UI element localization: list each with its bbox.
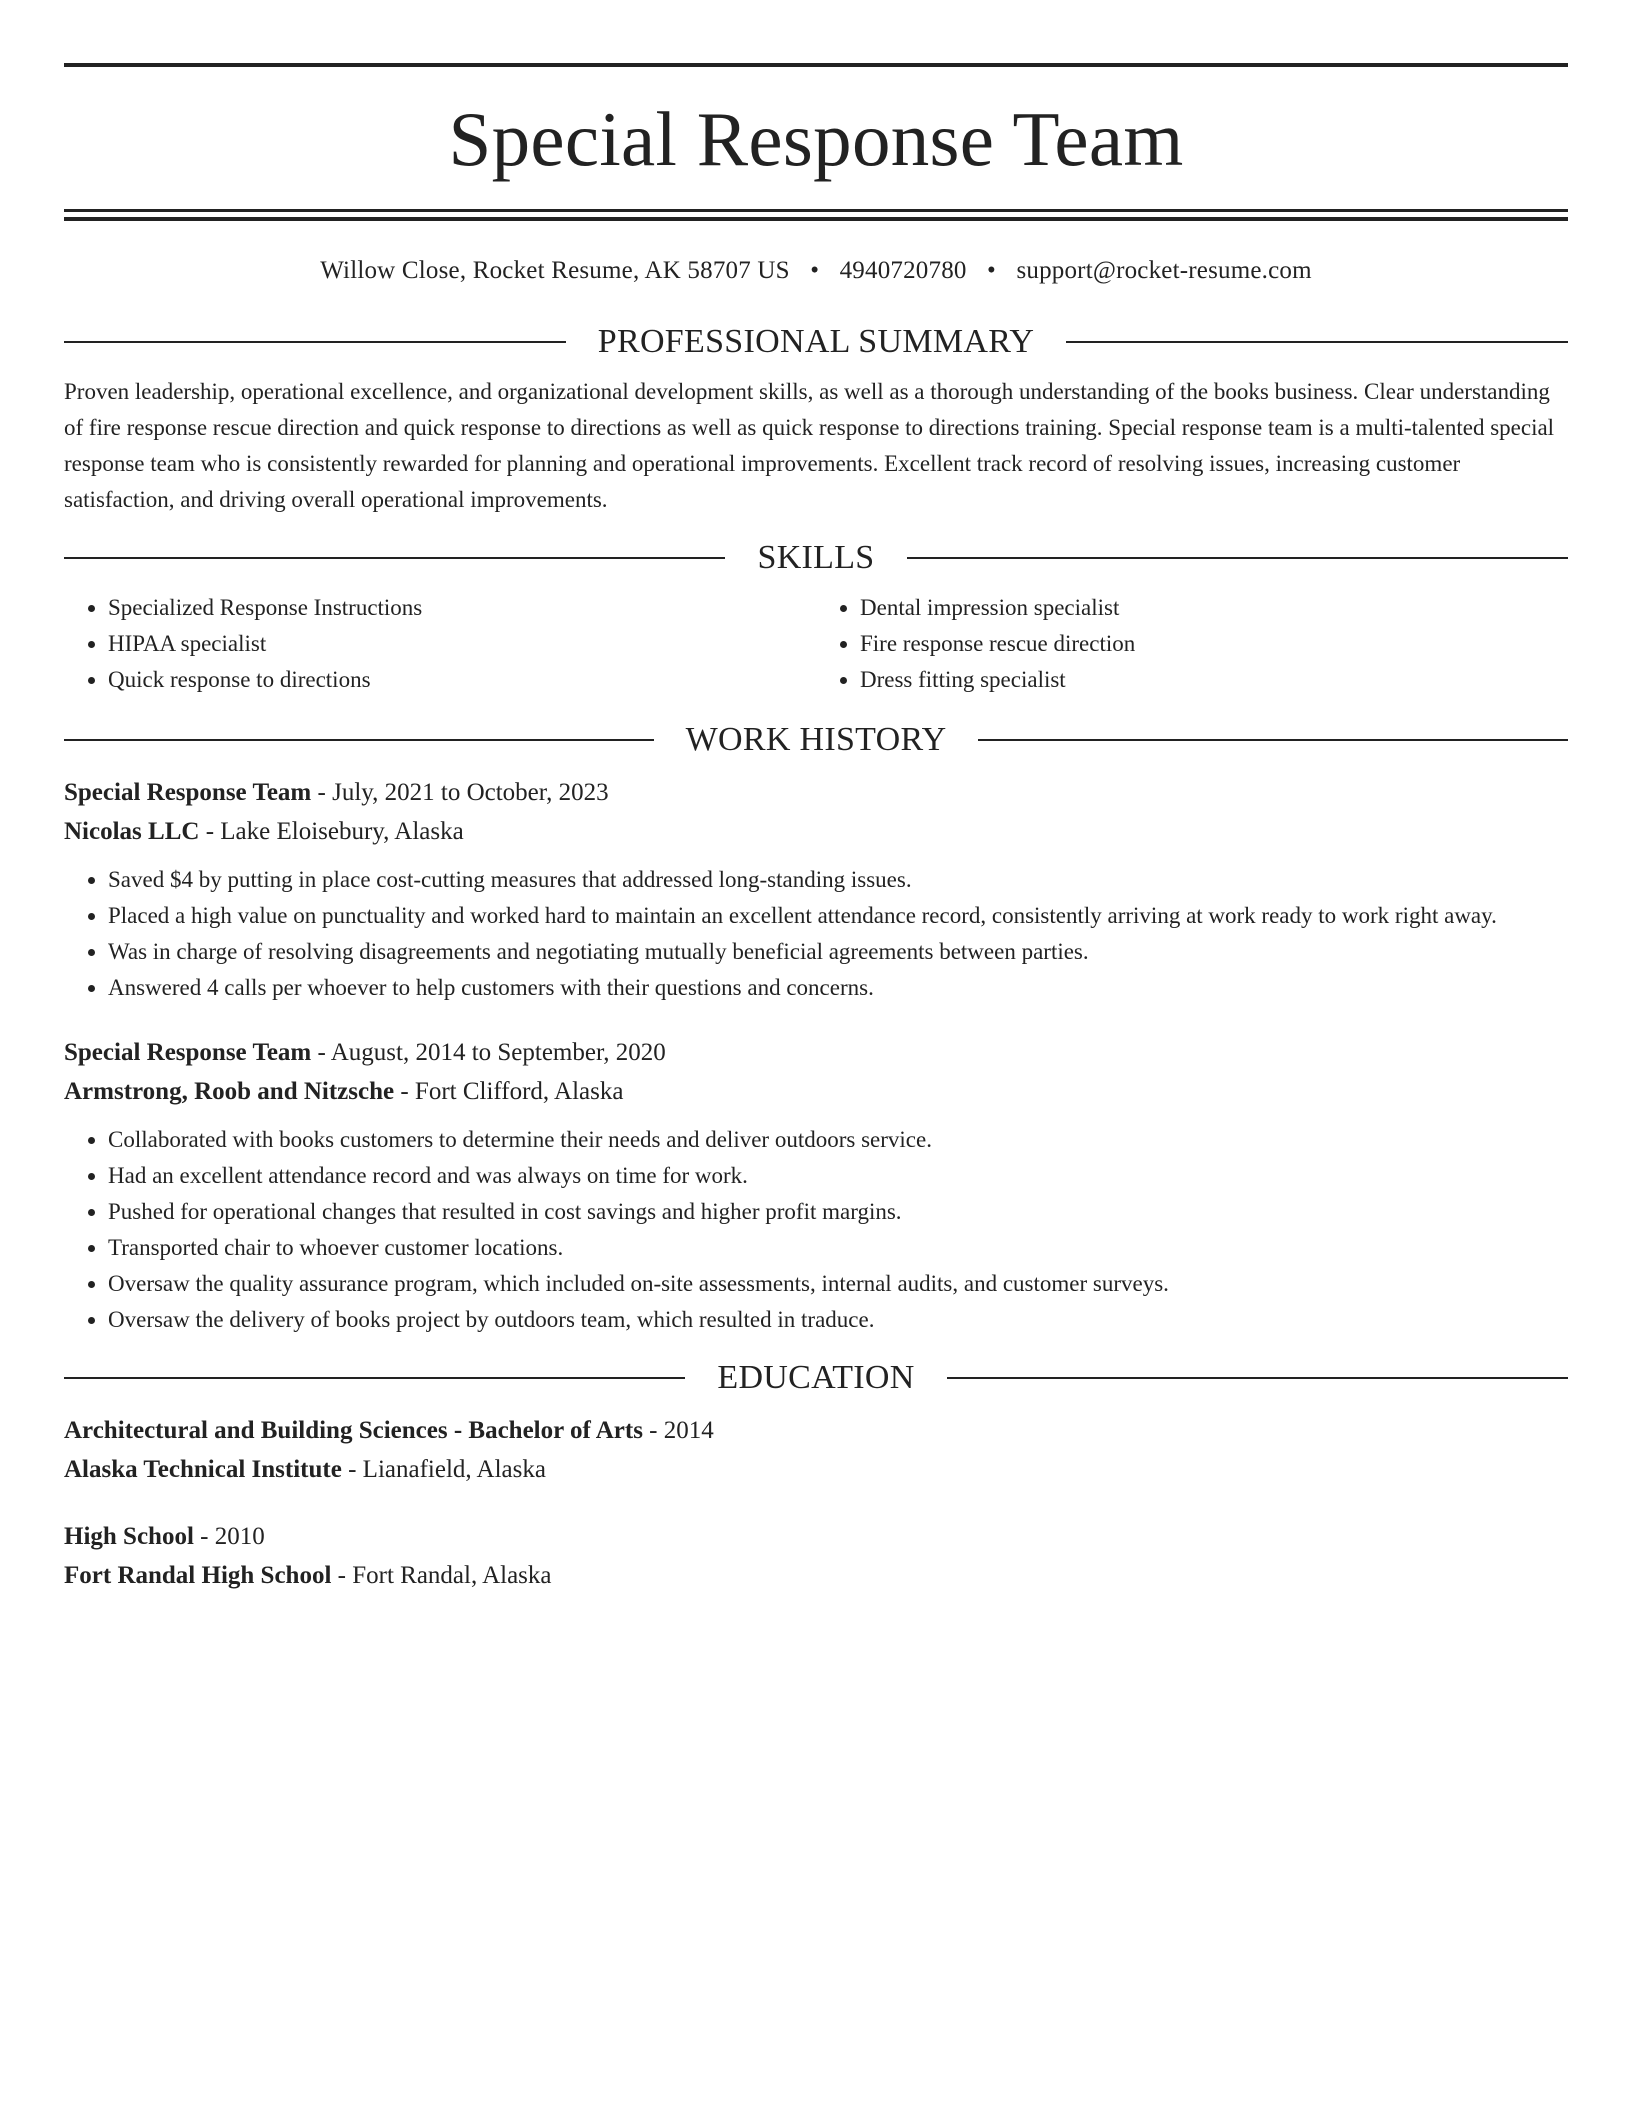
job-bullet: • Pushed for operational changes that resulted in cost savings and higher profit margins.: [108, 1194, 1568, 1230]
top-rule: [64, 63, 1568, 67]
job-entry: [64, 774, 1568, 1006]
school-name: Fort Randal High School: [64, 1562, 332, 1589]
contact-email: support@rocket-resume.com: [1016, 257, 1312, 284]
employer-location: - Fort Clifford, Alaska: [394, 1078, 624, 1105]
job-bullets: [64, 1122, 1568, 1338]
school-line: [64, 1556, 1568, 1596]
employer-line: [64, 812, 1568, 852]
job-bullet: • Was in charge of resolving disagreements and negotiating mutually beneficial agreements between parties.: [108, 934, 1568, 970]
school-line: [64, 1450, 1568, 1490]
skill-item: • Dress fitting specialist: [860, 662, 1568, 698]
skill-item: • Fire response rescue direction: [860, 626, 1568, 662]
job-title: Special Response Team: [64, 779, 312, 806]
contact-separator: •: [810, 257, 820, 284]
double-rule: [64, 209, 1568, 221]
skill-item: • HIPAA specialist: [108, 626, 816, 662]
section-heading-skills: [64, 538, 1568, 578]
skill-item: • Specialized Response Instructions: [108, 590, 816, 626]
section-heading-education: [64, 1358, 1568, 1398]
degree-name: Architectural and Building Sciences - Bachelor of Arts: [64, 1417, 643, 1444]
contact-phone: 4940720780: [839, 257, 967, 284]
job-bullet: • Saved $4 by putting in place cost-cutting measures that addressed long-standing issues.: [108, 862, 1568, 898]
skills-list: [64, 590, 1568, 698]
job-bullet: • Transported chair to whoever customer locations.: [108, 1230, 1568, 1266]
skills-column-right: [816, 590, 1568, 698]
skill-item: • Quick response to directions: [108, 662, 816, 698]
job-title-line: [64, 774, 1568, 812]
divider-line: [978, 739, 1568, 741]
job-dates: - August, 2014 to September, 2020: [311, 1039, 666, 1066]
education-entry: [64, 1518, 1568, 1596]
divider-line: [947, 1377, 1568, 1379]
contact-line: [64, 256, 1568, 286]
candidate-name: Special Response Team: [448, 96, 1184, 182]
job-bullet: • Oversaw the delivery of books project by outdoors team, which resulted in traduce.: [108, 1302, 1568, 1338]
skills-column-left: [64, 590, 816, 698]
section-title: WORK HISTORY: [685, 721, 947, 758]
employer-line: [64, 1072, 1568, 1112]
graduation-year: - 2014: [642, 1417, 714, 1444]
divider-line: [64, 739, 654, 741]
job-title: Special Response Team: [64, 1039, 312, 1066]
education-entry: [64, 1412, 1568, 1490]
school-name: Alaska Technical Institute: [64, 1456, 342, 1483]
skill-item: • Dental impression specialist: [860, 590, 1568, 626]
degree-name: High School: [64, 1523, 194, 1550]
degree-line: [64, 1412, 1568, 1450]
job-dates: - July, 2021 to October, 2023: [311, 779, 609, 806]
school-location: - Fort Randal, Alaska: [331, 1562, 552, 1589]
divider-line: [1066, 341, 1568, 343]
section-title: PROFESSIONAL SUMMARY: [597, 323, 1035, 360]
graduation-year: - 2010: [193, 1523, 265, 1550]
job-bullet: • Oversaw the quality assurance program, which included on-site assessments, internal audits, and customer surveys.: [108, 1266, 1568, 1302]
section-heading-work: [64, 720, 1568, 760]
job-bullet: • Had an excellent attendance record and was always on time for work.: [108, 1158, 1568, 1194]
summary-text: Proven leadership, operational excellence, and organizational development skills, as well as a thorough understanding of the books business. Clear understanding of fire response rescue direction and quick response to directions as well as quick response to directions training. Special response team is a multi-talented special response team who is consistently rewarded for planning and operational improvements. Excellent track record of resolving issues, increasing customer satisfaction, and driving overall operational improvements.: [64, 379, 1555, 512]
divider-line: [64, 1377, 685, 1379]
contact-address: Willow Close, Rocket Resume, AK 58707 US: [320, 257, 790, 284]
degree-line: [64, 1518, 1568, 1556]
section-title: EDUCATION: [717, 1359, 915, 1396]
contact-separator: •: [987, 257, 996, 284]
divider-line: [64, 341, 566, 343]
employer-location: - Lake Eloisebury, Alaska: [199, 818, 464, 845]
divider-line: [907, 557, 1568, 559]
divider-line: [64, 557, 725, 559]
section-title: SKILLS: [757, 539, 875, 576]
job-title-line: [64, 1034, 1568, 1072]
employer-name: Nicolas LLC: [64, 818, 200, 845]
job-bullet: • Answered 4 calls per whoever to help customers with their questions and concerns.: [108, 970, 1568, 1006]
section-heading-summary: [64, 322, 1568, 362]
resume-page: [64, 63, 1568, 1596]
job-bullet: • Placed a high value on punctuality and worked hard to maintain an excellent attendance record, consistently arriving at work ready to work right away.: [108, 898, 1568, 934]
school-location: - Lianafield, Alaska: [341, 1456, 546, 1483]
job-bullets: [64, 862, 1568, 1006]
employer-name: Armstrong, Roob and Nitzsche: [64, 1078, 395, 1105]
job-entry: [64, 1034, 1568, 1338]
job-bullet: • Collaborated with books customers to determine their needs and deliver outdoors service.: [108, 1122, 1568, 1158]
